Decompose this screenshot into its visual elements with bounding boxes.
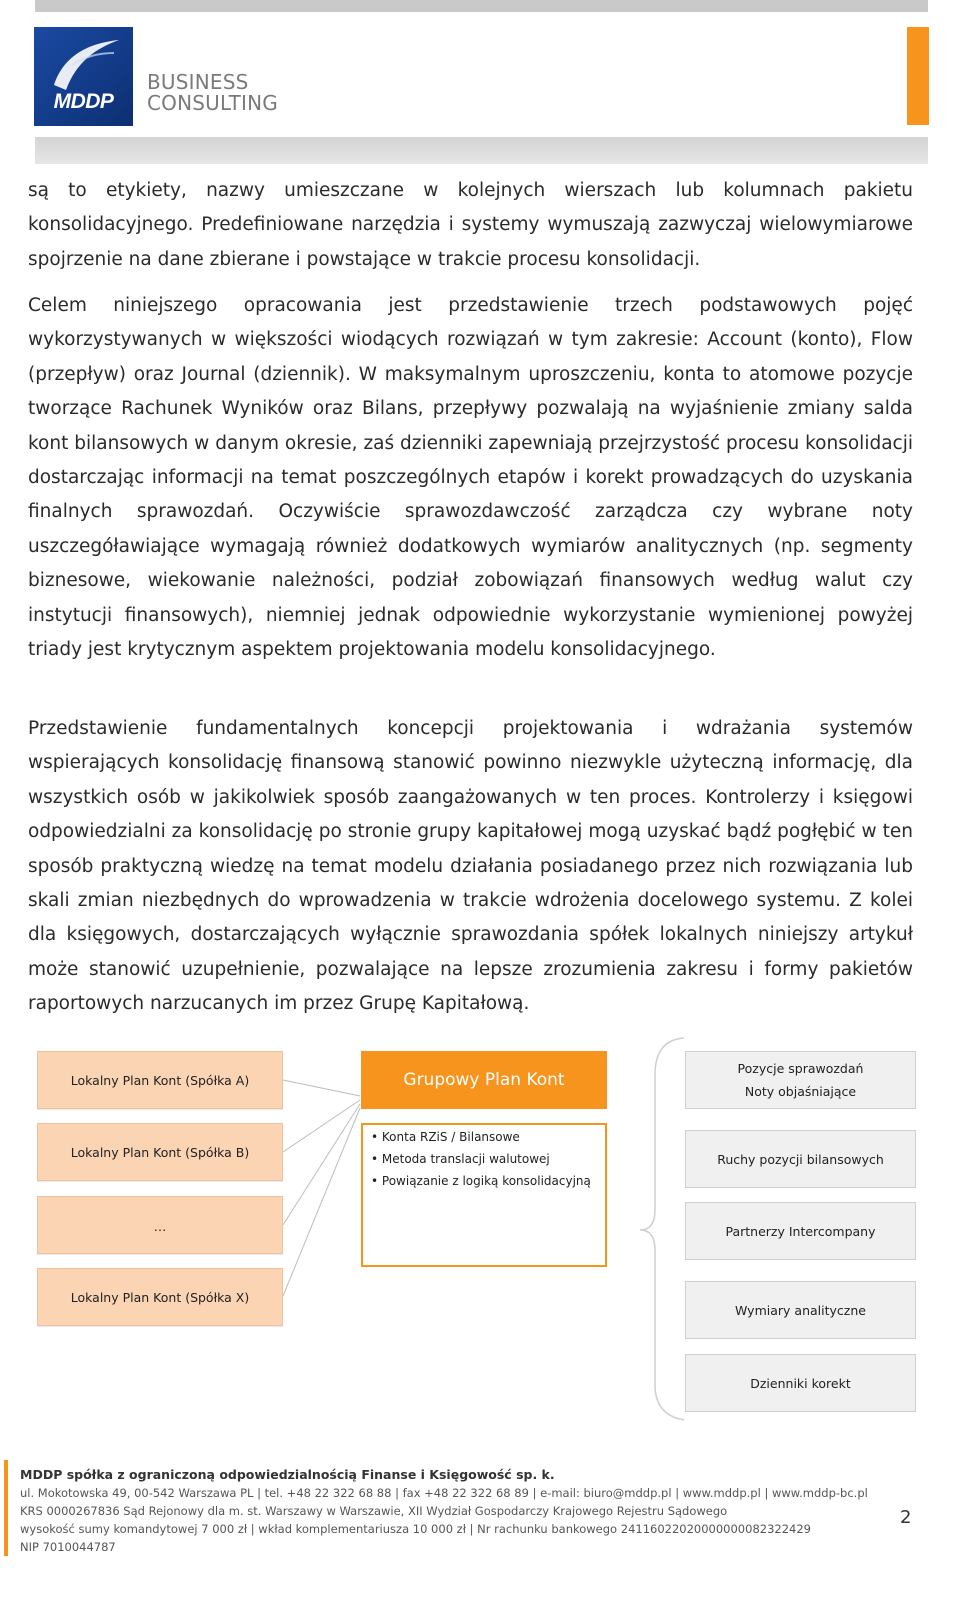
accent-tab bbox=[907, 27, 929, 125]
brand-line-1: BUSINESS bbox=[147, 70, 249, 94]
paragraph-text: Przedstawienie fundamentalnych koncepcji projektowania i wdrażania systemów wspierających konsolidację finansową stanowić powinno niezwykle użyteczną informację, dla wszystkich osób w jakikolwiek sposób zaangażowanych w ten proces. Kontrolerzy i księgowi odpowiedzialni za konsolidację po stronie grupy kapitałowej mogą uzyskać bądź pogłębić w ten sposób praktyczną wiedzę na temat modelu działania posiadanego przez nich rozwiązania lub skali zmian niezbędnych do wprowadzenia w trakcie wdrożenia docelowego systemu. Z kolei dla księgowych, dostarczających wyłącznie sprawozdania spółek lokalnych niniejszy artykuł może stanowić uzupełnienie, pozwalające na lepsze zrozumienia zakresu i formy pakietów raportowych narzucanych im przez Grupę Kapitałową. bbox=[28, 718, 913, 1015]
footer-registry: KRS 0000267836 Sąd Rejonowy dla m. st. Warszawy w Warszawie, XII Wydział Gospodarczy Krajowego Rejestru Sądowego bbox=[20, 1504, 728, 1518]
dimension-flows: Ruchy pozycji bilansowych bbox=[685, 1130, 916, 1188]
dimension-intercompany: Partnerzy Intercompany bbox=[685, 1202, 916, 1260]
list-item: • Konta RZiS / Bilansowe bbox=[371, 1130, 520, 1144]
paragraph-text: są to etykiety, nazwy umieszczane w kolejnych wierszach lub kolumnach pakietu konsolidacyjnego. Predefiniowane narzędzia i systemy wymuszają zazwyczaj wielowymiarowe spojrzenie na dane zbierane i powstające w trakcie procesu konsolidacji. bbox=[28, 180, 913, 270]
logo bbox=[34, 27, 133, 126]
header-band bbox=[35, 137, 928, 164]
dimension-journals: Dzienniki korekt bbox=[685, 1354, 916, 1412]
footer-contact: ul. Mokotowska 49, 00-542 Warszawa PL | tel. +48 22 322 68 88 | fax +48 22 322 68 89 | e-mail: biuro@mddp.pl | www.mddp.pl | www.mddp-bc.pl bbox=[20, 1486, 868, 1500]
paragraph-1 bbox=[28, 174, 913, 277]
brand-line-2: CONSULTING bbox=[147, 91, 278, 115]
paragraph-3 bbox=[28, 712, 913, 1022]
paragraph-text: Celem niniejszego opracowania jest przedstawienie trzech podstawowych pojęć wykorzystywanych w większości wiodących rozwiązań w tym zakresie: Account (konto), Flow (przepływ) oraz Journal (dziennik). W maksymalnym uproszczeniu, konta to atomowe pozycje tworzące Rachunek Wyników oraz Bilans, przepływy pozwalają na wyjaśnienie zmiany salda kont bilansowych w danym okresie, zaś dzienniki zapewniają przejrzystość procesu konsolidacji dostarczając informacji na temat poszczególnych etapów i korekt prowadzących do uzyskania finalnych sprawozdań. Oczywiście sprawozdawczość zarządcza czy wybrane noty uszczegóławiające wymagają również dodatkowych wymiarów analitycznych (np. segmenty biznesowe, wiekowanie należności, podział zobowiązań finansowych według walut czy instytucji finansowych), niemniej jednak odpowiednie wykorzystanie wymienionej powyżej triady jest krytycznym aspektem projektowania modelu konsolidacyjnego. bbox=[28, 295, 913, 661]
bracket-icon bbox=[640, 1038, 684, 1420]
list-item: • Metoda translacji walutowej bbox=[371, 1152, 550, 1166]
page-number: 2 bbox=[900, 1507, 912, 1528]
logo-swoosh-icon bbox=[44, 35, 124, 95]
paragraph-2 bbox=[28, 289, 913, 667]
dimension-label: Noty objaśniające bbox=[744, 1084, 857, 1099]
chart-of-accounts-diagram bbox=[0, 1030, 960, 1430]
dimension-reporting bbox=[685, 1051, 916, 1109]
footer-company: MDDP spółka z ograniczoną odpowiedzialnością Finanse i Księgowość sp. k. bbox=[20, 1467, 555, 1482]
list-item: • Powiązanie z logiką konsolidacyjną bbox=[371, 1174, 591, 1188]
footer-nip: NIP 7010044787 bbox=[20, 1540, 116, 1554]
local-plan-x: Lokalny Plan Kont (Spółka X) bbox=[37, 1268, 283, 1326]
group-plan-title: Grupowy Plan Kont bbox=[361, 1051, 607, 1109]
local-plan-a: Lokalny Plan Kont (Spółka A) bbox=[37, 1051, 283, 1109]
local-plan-ellipsis: … bbox=[37, 1196, 283, 1254]
logo-text: MDDP bbox=[53, 90, 114, 113]
footer-bank: wysokość sumy komandytowej 7 000 zł | wkład komplementariusza 10 000 zł | Nr rachunku bankowego 24116022020000000082322429 bbox=[20, 1522, 811, 1536]
connector-line bbox=[283, 1108, 360, 1296]
connector-line bbox=[283, 1104, 360, 1225]
dimension-label: Pozycje sprawozdań bbox=[737, 1061, 864, 1076]
local-plan-b: Lokalny Plan Kont (Spółka B) bbox=[37, 1123, 283, 1181]
dimension-analytical: Wymiary analityczne bbox=[685, 1281, 916, 1339]
connector-line bbox=[283, 1080, 360, 1096]
top-bar bbox=[35, 0, 928, 12]
footer-accent-bar bbox=[4, 1460, 8, 1556]
footer bbox=[20, 1466, 868, 1556]
connector-line bbox=[283, 1100, 360, 1152]
group-plan-details bbox=[361, 1123, 607, 1267]
brand-name bbox=[147, 72, 278, 114]
